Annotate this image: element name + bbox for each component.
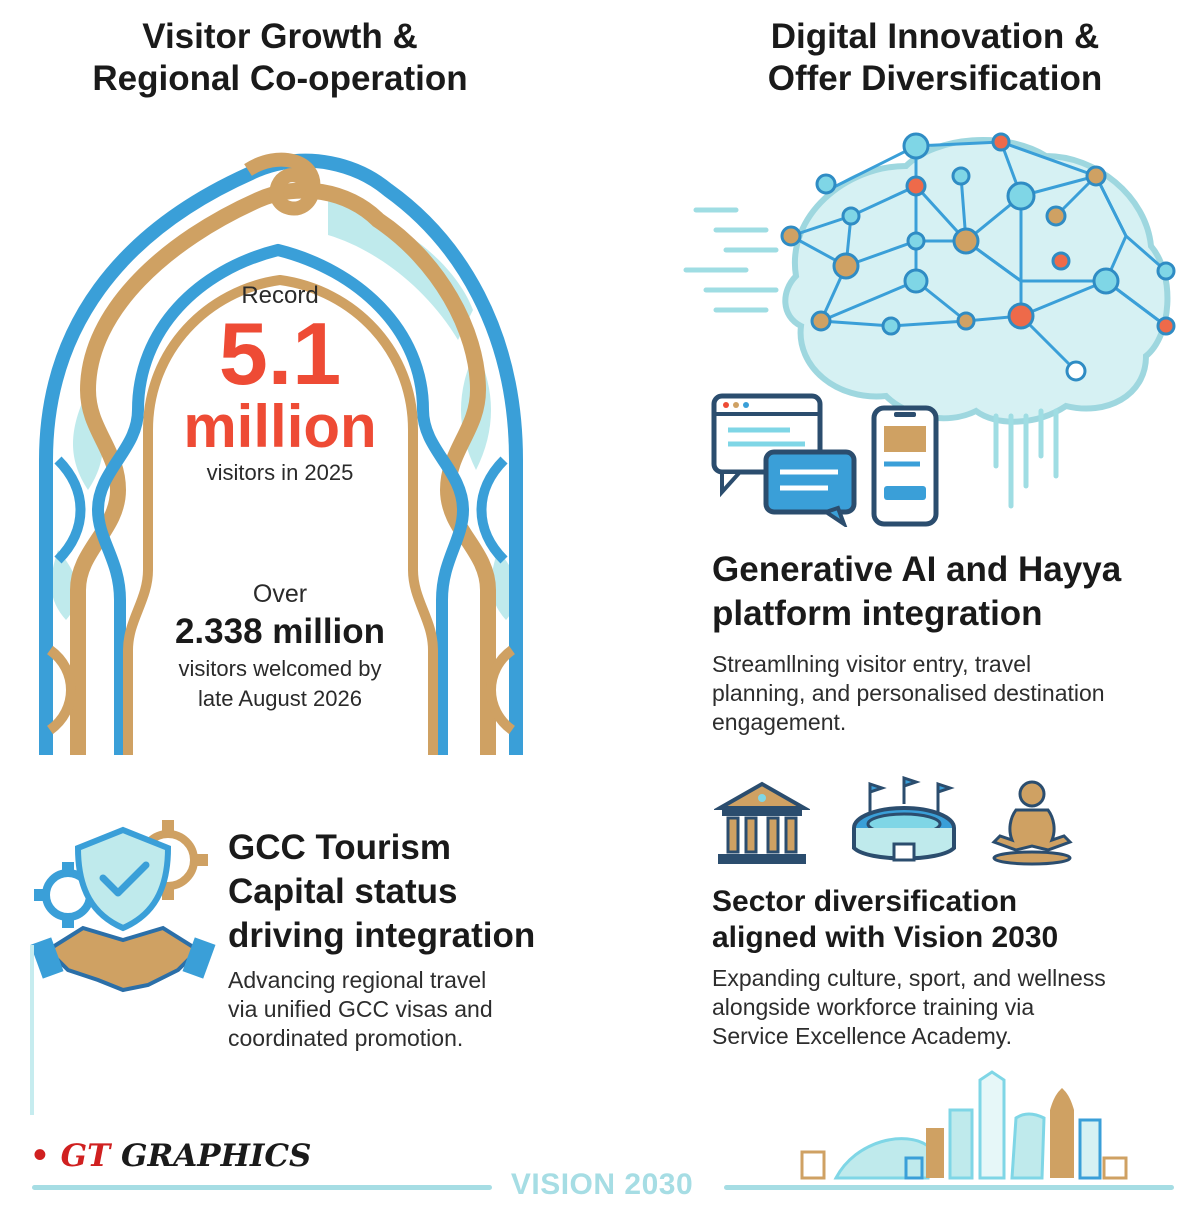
gcc-divider-line [30,945,34,1115]
gcc-body-line1: Advancing regional travel [228,967,487,993]
left-title [40,16,520,100]
record-unit: million [183,393,377,460]
museum-icon [714,778,810,868]
record-label: Record [241,282,319,309]
ai-heading-line1: Generative AI and Hayya [712,550,1122,589]
brand-graphics: GRAPHICS [120,1138,312,1174]
sector-heading-line2: aligned with Vision 2030 [712,921,1059,954]
ai-body-line1: Streamllning visitor entry, travel [712,651,1032,677]
gcc-text [228,826,588,1053]
over-caption-line2: late August 2026 [198,686,362,711]
chat-window-icon [710,392,860,527]
stadium-icon [848,776,960,868]
right-title-line1: Digital Innovation & [770,17,1100,56]
gcc-heading-line1: GCC Tourism [228,828,451,867]
ai-body-line2: planning, and personalised destination [712,680,1105,706]
gcc-body-line3: coordinated promotion. [228,1025,464,1051]
ai-text [712,548,1182,737]
meditation-icon [986,778,1078,868]
gcc-heading-line3: driving integration [228,916,536,955]
over-label: Over [252,580,308,608]
footer-line-right [724,1185,1174,1190]
smartphone-icon [870,404,940,528]
sector-heading-line1: Sector diversification [712,885,1018,918]
brand-gt: GT [60,1138,111,1174]
record-stat [130,280,430,488]
sector-body-line2: alongside workforce training via [712,994,1035,1020]
sector-text [712,884,1182,1051]
gcc-body-line2: via unified GCC visas and [228,996,493,1022]
record-caption: visitors in 2025 [206,460,354,485]
city-skyline-icon [796,1070,1136,1188]
vision-label: VISION 2030 [510,1168,694,1201]
ai-body-line3: engagement. [712,709,847,735]
ai-heading-line2: platform integration [712,594,1043,633]
left-title-line1: Visitor Growth & [142,17,418,56]
gcc-icon [28,810,218,1000]
right-title [690,16,1180,100]
record-number: 5.1 [218,304,342,403]
over-caption-line1: visitors welcomed by [178,656,382,681]
brand-bullet: • [30,1138,50,1174]
right-title-line2: Offer Diversification [767,59,1103,98]
footer-line-left [32,1185,492,1190]
gt-graphics-logo [30,1138,311,1174]
over-number: 2.338 million [174,612,386,651]
sector-body-line1: Expanding culture, sport, and wellness [712,965,1106,991]
sector-body-line3: Service Excellence Academy. [712,1023,1012,1049]
left-title-line2: Regional Co-operation [92,59,468,98]
over-stat [130,578,430,714]
gcc-heading-line2: Capital status [228,872,458,911]
